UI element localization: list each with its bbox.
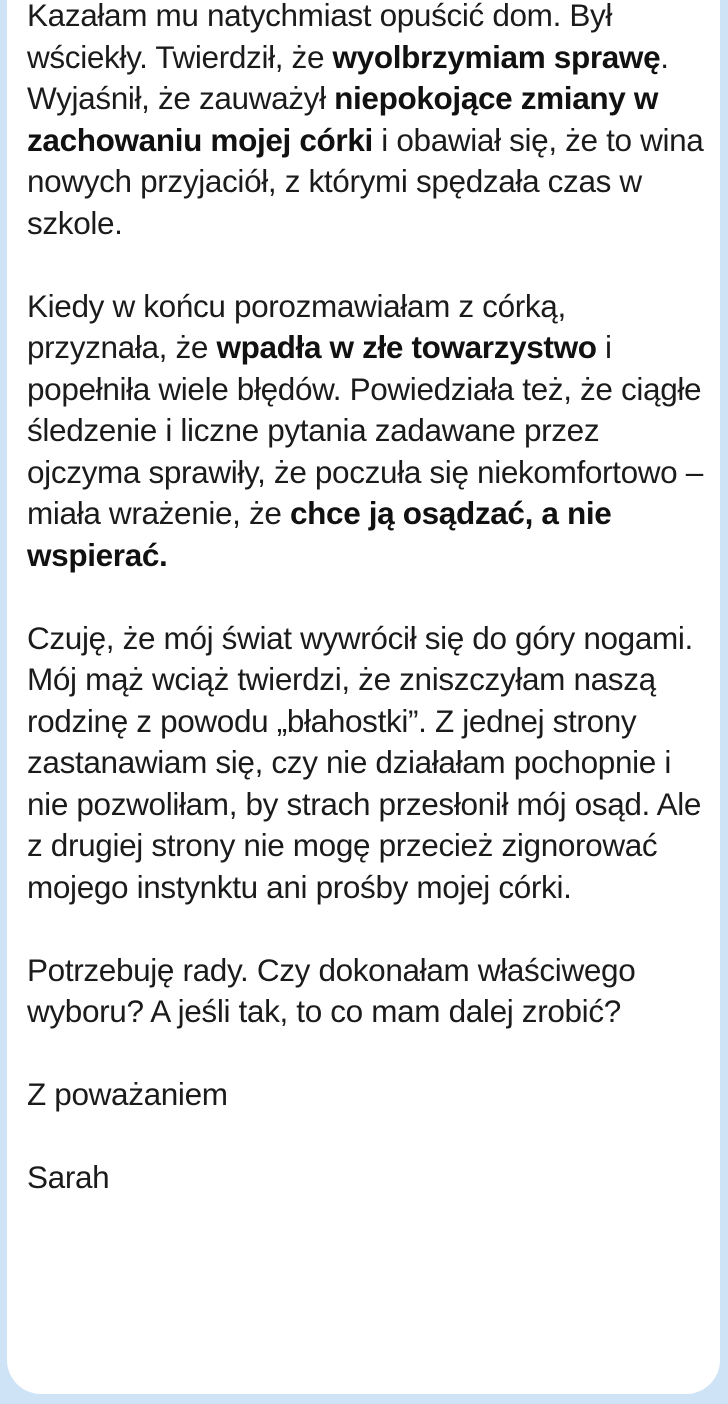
message-text: [27, 0, 713, 1199]
chat-background-edge: [0, 0, 7, 1404]
text-segment: Kiedy w końcu porozmawiałam z córką, przyznała, że: [27, 287, 566, 365]
message-paragraph-4: Potrzebuję rady. Czy dokonałam właściwego wyboru? A jeśli tak, to co mam dalej zrobić?: [27, 951, 636, 1029]
message-bubble: [7, 0, 720, 1394]
text-segment: i obawiał się, że to wina nowych przyjaciół, z którymi spędzała czas w szkole.: [27, 121, 704, 241]
text-segment: Kazałam mu natychmiast opuścić dom. Był wściekły. Twierdził, że: [27, 0, 613, 75]
bold-text-segment: niepokojące zmiany w zachowaniu mojej córki: [27, 80, 658, 158]
message-paragraph-1: [27, 0, 713, 244]
text-segment: i popełniła wiele błędów. Powiedziała też, że ciągłe śledzenie i liczne pytania zadawane przez ojczyma sprawiły, że poczuła się niekomfortowo – miała wrażenie, że: [27, 329, 703, 531]
bold-text-segment: wyolbrzymiam sprawę: [332, 38, 661, 75]
bold-text-segment: chce ją osądzać, a nie wspierać.: [27, 495, 612, 573]
text-segment: . Wyjaśnił, że zauważył: [27, 38, 669, 116]
message-signature: Sarah: [27, 1159, 110, 1195]
message-closing: Z poważaniem: [27, 1076, 228, 1112]
message-paragraph-3: Czuję, że mój świat wywrócił się do góry nogami. Mój mąż wciąż twierdzi, że zniszczyłam naszą rodzinę z powodu „błahostki”. Z jednej strony zastanawiam się, czy nie działałam pochopnie i nie pozwoliłam, by strach przesłonił mój osąd. Ale z drugiej strony nie mogę przecież zignorować mojego instynktu ani prośby mojej córki.: [27, 619, 702, 905]
message-paragraph-2: [27, 286, 713, 577]
bold-text-segment: wpadła w złe towarzystwo: [216, 329, 597, 365]
